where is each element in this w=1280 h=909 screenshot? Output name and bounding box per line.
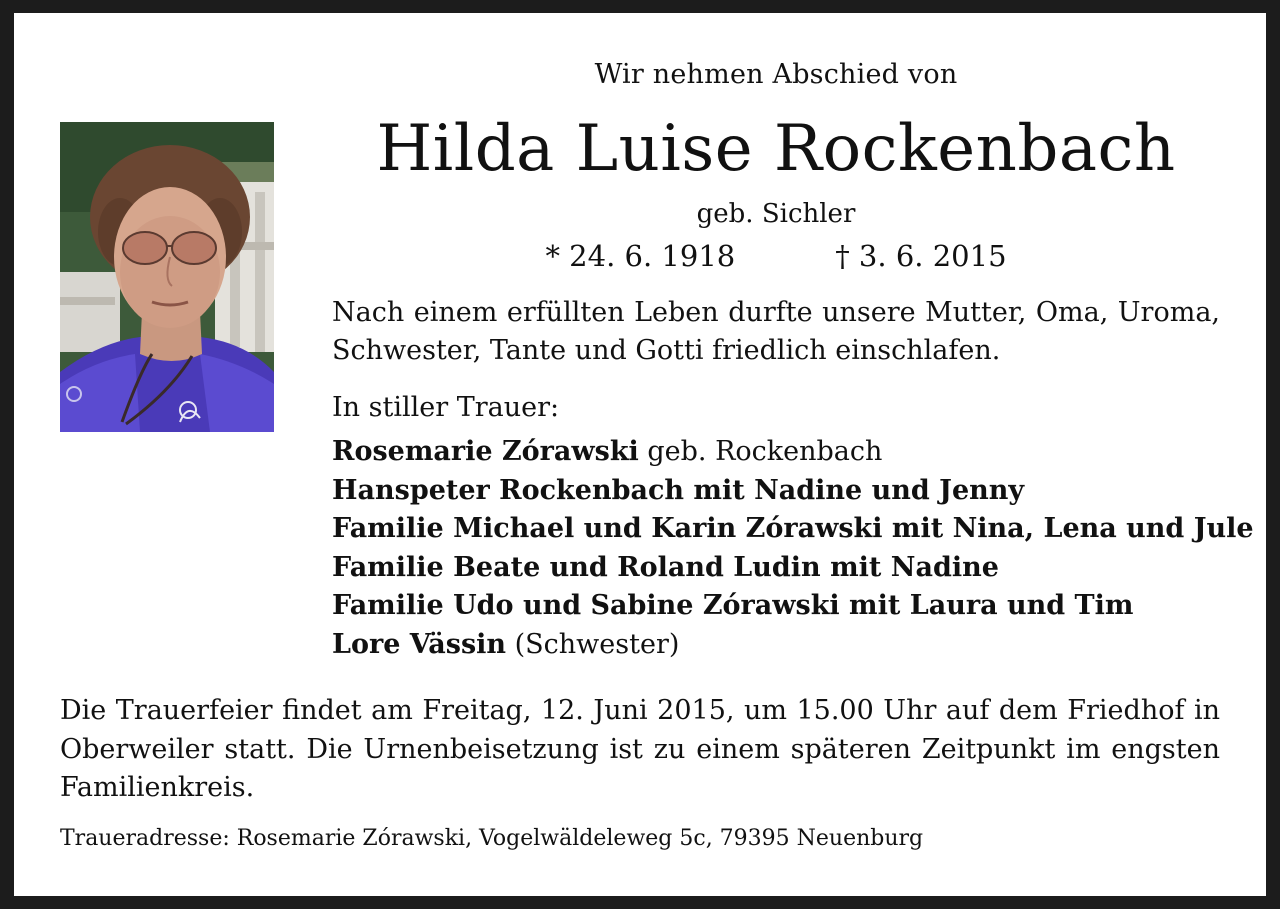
farewell-paragraph: Nach einem erfüllten Leben durfte unsere Mutter, Oma, Uroma, Schwester, Tante und Gotti friedlich einschlafen.	[332, 297, 1220, 366]
mourner-line	[332, 433, 1232, 472]
mourner-line	[332, 472, 1232, 511]
mourner-note: geb. Rockenbach	[638, 436, 883, 467]
mourner-note: (Schwester)	[506, 628, 680, 660]
maiden-name: geb. Sichler	[696, 199, 856, 229]
life-dates	[334, 237, 1218, 275]
mourner-line	[332, 510, 1254, 549]
mourners-list	[332, 433, 1254, 665]
mourner-name: Rosemarie Zórawski	[332, 436, 639, 467]
mourner-name: Lore Vässin	[332, 628, 507, 660]
mourner-line	[332, 626, 1232, 665]
mourner-name: Hanspeter Rockenbach mit Nadine und Jenny	[332, 474, 1025, 506]
obituary-notice	[14, 13, 1266, 896]
mourner-line	[332, 549, 1232, 588]
portrait-photo	[60, 122, 274, 432]
intro-line: Wir nehmen Abschied von	[594, 59, 958, 90]
birth-date: * 24. 6. 1918	[545, 239, 736, 273]
mourning-heading: In stiller Trauer:	[332, 392, 560, 423]
death-date: † 3. 6. 2015	[835, 239, 1007, 273]
portrait-image	[60, 122, 274, 432]
ceremony-info: Die Trauerfeier findet am Freitag, 12. Juni 2015, um 15.00 Uhr auf dem Friedhof in Oberweiler statt. Die Urnenbeisetzung ist zu einem späteren Zeitpunkt im engsten Familienkreis.	[60, 695, 1220, 803]
mourner-name: Familie Michael und Karin Zórawski mit Nina, Lena und Jule	[332, 513, 1254, 545]
deceased-name: Hilda Luise Rockenbach	[376, 112, 1176, 186]
mourner-name: Familie Udo und Sabine Zórawski mit Laura und Tim	[332, 590, 1134, 622]
mourner-line	[332, 587, 1232, 626]
mourner-name: Familie Beate und Roland Ludin mit Nadine	[332, 551, 999, 583]
mourning-address: Traueradresse: Rosemarie Zórawski, Vogelwäldeleweg 5c, 79395 Neuenburg	[60, 826, 924, 851]
